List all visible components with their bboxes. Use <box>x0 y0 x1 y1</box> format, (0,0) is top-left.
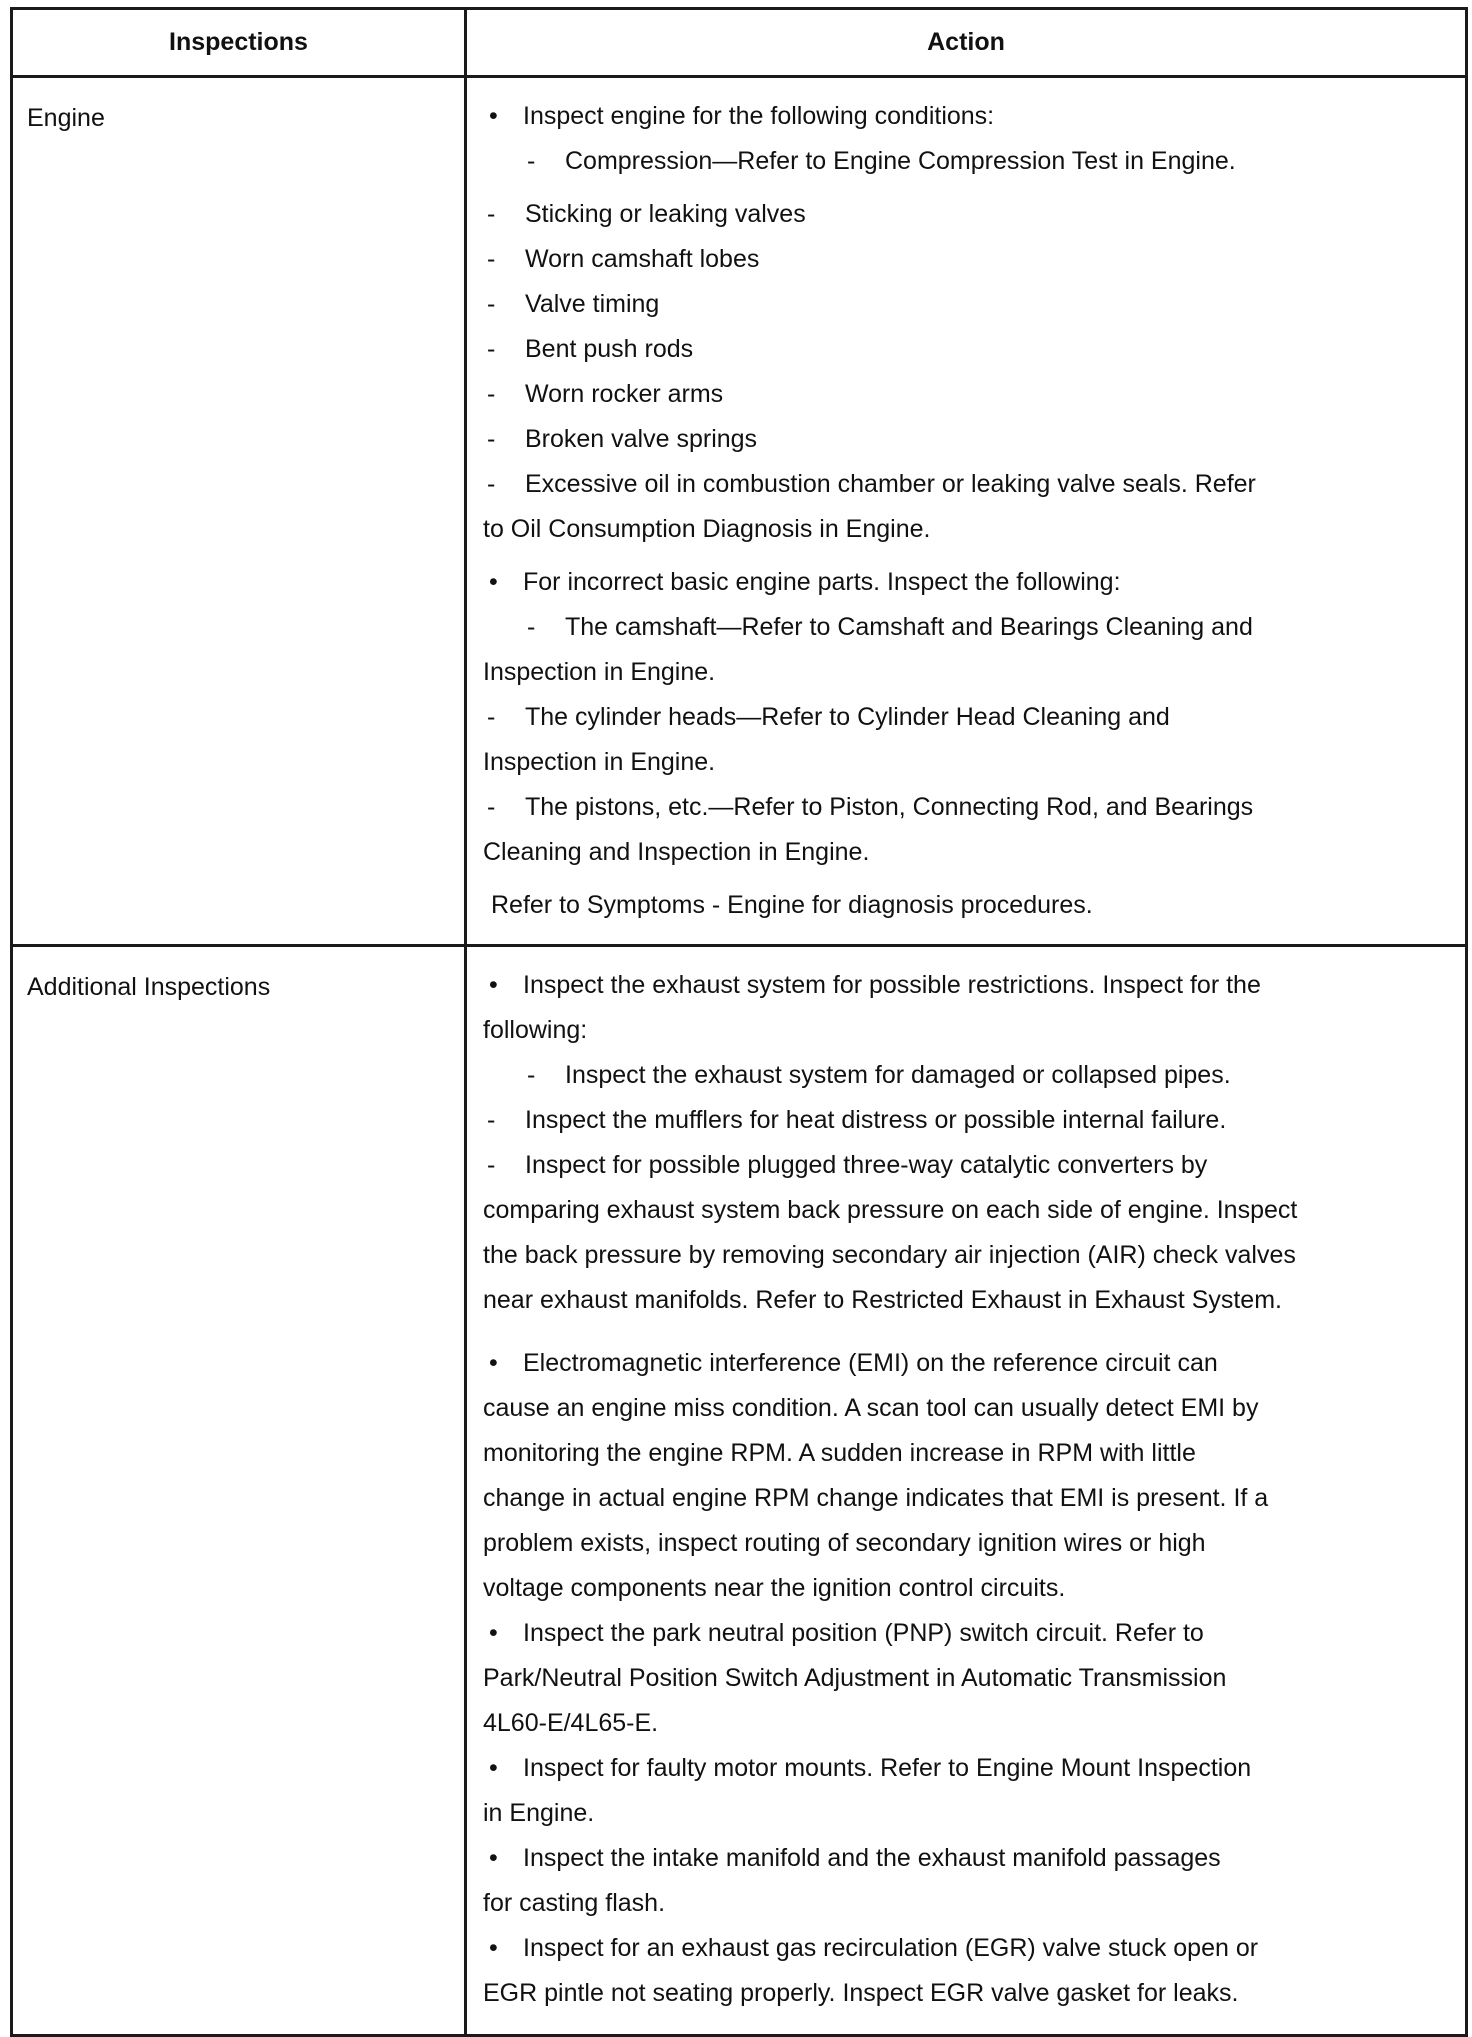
list-item-continued: for casting flash. <box>483 1889 666 1917</box>
list-item: • For incorrect basic engine parts. Inspect the following: <box>489 568 1121 596</box>
list-item: - Compression—Refer to Engine Compression Test in Engine. <box>527 147 1236 175</box>
list-item-continued: EGR pintle not seating properly. Inspect EGR valve gasket for leaks. <box>483 1979 1239 2007</box>
list-item-continued: the back pressure by removing secondary air injection (AIR) check valves <box>483 1241 1296 1269</box>
list-item: - The cylinder heads—Refer to Cylinder Head Cleaning and <box>487 703 1170 731</box>
list-item-continued: to Oil Consumption Diagnosis in Engine. <box>483 515 931 543</box>
list-item-continued: monitoring the engine RPM. A sudden increase in RPM with little <box>483 1439 1196 1467</box>
list-item-continued: Cleaning and Inspection in Engine. <box>483 838 870 866</box>
list-item: • Inspect the exhaust system for possible restrictions. Inspect for the <box>489 971 1261 999</box>
list-item: • Inspect for an exhaust gas recirculation (EGR) valve stuck open or <box>489 1934 1259 1962</box>
additional-actions <box>466 946 1467 2036</box>
list-item: - The camshaft—Refer to Camshaft and Bearings Cleaning and <box>527 613 1253 641</box>
symptoms-note: Refer to Symptoms - Engine for diagnosis procedures. <box>491 891 1093 919</box>
list-item: - Worn rocker arms <box>487 380 724 408</box>
list-item: - Inspect for possible plugged three-way catalytic converters by <box>487 1151 1208 1179</box>
list-item: - Bent push rods <box>487 335 694 363</box>
list-item: - Excessive oil in combustion chamber or leaking valve seals. Refer <box>487 470 1256 498</box>
list-item: • Inspect the park neutral position (PNP) switch circuit. Refer to <box>489 1619 1204 1647</box>
table-row <box>12 77 1467 946</box>
list-item-continued: comparing exhaust system back pressure on each side of engine. Inspect <box>483 1196 1298 1224</box>
list-item: - Inspect the exhaust system for damaged or collapsed pipes. <box>527 1061 1231 1089</box>
list-item-continued: cause an engine miss condition. A scan tool can usually detect EMI by <box>483 1394 1259 1422</box>
inspection-table <box>10 7 1468 2037</box>
row-label-additional-inspections: Additional Inspections <box>12 946 466 2036</box>
table-row <box>12 946 1467 2036</box>
list-item-continued: following: <box>483 1016 588 1044</box>
list-item: • Electromagnetic interference (EMI) on the reference circuit can <box>489 1349 1218 1377</box>
list-item-continued: change in actual engine RPM change indicates that EMI is present. If a <box>483 1484 1269 1512</box>
engine-actions <box>466 77 1467 946</box>
list-item: - Sticking or leaking valves <box>487 200 806 228</box>
header-inspections: Inspections <box>12 9 466 77</box>
list-item-continued: near exhaust manifolds. Refer to Restricted Exhaust in Exhaust System. <box>483 1286 1282 1314</box>
list-item: - Valve timing <box>487 290 660 318</box>
list-item-continued: problem exists, inspect routing of secondary ignition wires or high <box>483 1529 1206 1557</box>
list-item-continued: 4L60-E/4L65-E. <box>483 1709 659 1737</box>
list-item: • Inspect the intake manifold and the exhaust manifold passages <box>489 1844 1221 1872</box>
list-item-continued: voltage components near the ignition control circuits. <box>483 1574 1066 1602</box>
list-item-continued: Inspection in Engine. <box>483 658 716 686</box>
list-item: - Inspect the mufflers for heat distress or possible internal failure. <box>487 1106 1227 1134</box>
list-item-continued: Inspection in Engine. <box>483 748 716 776</box>
list-item: - The pistons, etc.—Refer to Piston, Connecting Rod, and Bearings <box>487 793 1254 821</box>
header-row <box>12 9 1467 77</box>
row-label-engine: Engine <box>12 77 466 946</box>
list-item-continued: Park/Neutral Position Switch Adjustment in Automatic Transmission <box>483 1664 1227 1692</box>
list-item-continued: in Engine. <box>483 1799 595 1827</box>
list-item: - Worn camshaft lobes <box>487 245 760 273</box>
list-item: • Inspect engine for the following conditions: <box>489 102 995 130</box>
list-item: - Broken valve springs <box>487 425 758 453</box>
header-action: Action <box>466 9 1467 77</box>
list-item: • Inspect for faulty motor mounts. Refer to Engine Mount Inspection <box>489 1754 1252 1782</box>
